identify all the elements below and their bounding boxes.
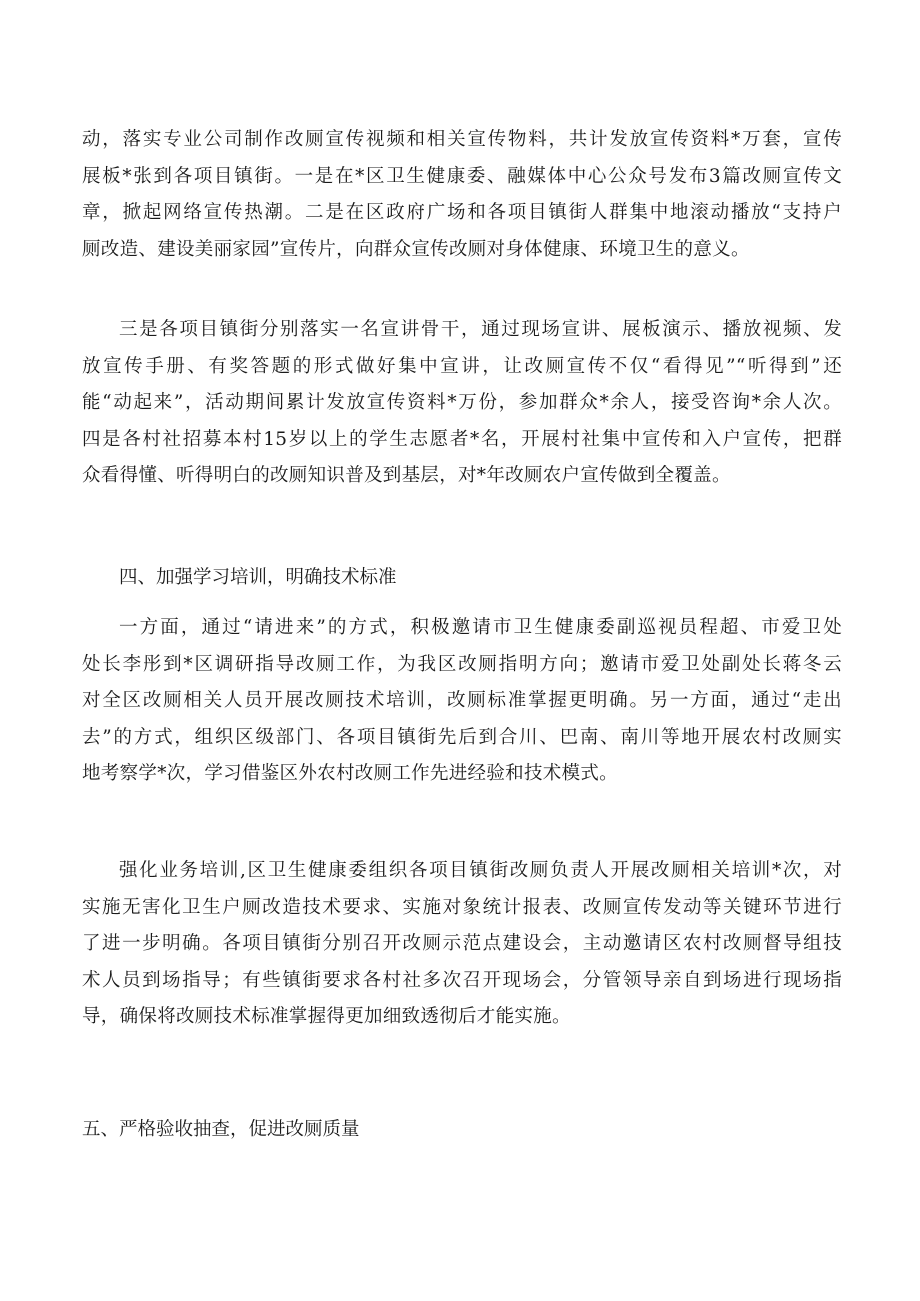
text-line: 众看得懂、听得明白的改厕知识普及到基层，对*年改厕农户宣传做到全覆盖。 [82, 465, 731, 486]
text-line: 实施无害化卫生户厕改造技术要求、实施对象统计报表、改厕宣传发动等关键环节进行 [82, 896, 842, 918]
paragraph-business-training [82, 853, 842, 1036]
text-line: 展板*张到各项目镇街。一是在*区卫生健康委、融媒体中心公众号发布3篇改厕宣传文 [82, 165, 842, 187]
text-line: 章，掀起网络宣传热潮。二是在区政府广场和各项目镇街人群集中地滚动播放“支持户 [82, 202, 842, 223]
text-line: 一方面，通过“请进来”的方式，积极邀请市卫生健康委副巡视员程超、市爱卫处 [119, 617, 842, 638]
text-line: 强化业务培训,区卫生健康委组织各项目镇街改厕负责人开展改厕相关培训*次，对 [119, 860, 842, 881]
text-line: 地考察学*次，学习借鉴区外农村改厕工作先进经验和技术模式。 [82, 763, 618, 784]
section-heading-4: 四、加强学习培训，明确技术标准 [119, 567, 397, 588]
paragraph-village-volunteers [82, 312, 842, 495]
text-line: 放宣传手册、有奖答题的形式做好集中宣讲，让改厕宣传不仅“看得见”“听得到”还 [82, 355, 842, 377]
text-line: 导，确保将改厕技术标准掌握得更加细致透彻后才能实施。 [82, 1006, 571, 1027]
text-line: 对全区改厕相关人员开展改厕技术培训，改厕标准掌握更明确。另一方面，通过“走出 [82, 690, 842, 711]
text-line: 了进一步明确。各项目镇街分别召开改厕示范点建设会，主动邀请区农村改厕督导组技 [82, 933, 842, 954]
text-line: 处长李彤到*区调研指导改厕工作，为我区改厕指明方向；邀请市爱卫处副处长蒋冬云 [82, 653, 842, 675]
text-line: 三是各项目镇街分别落实一名宣讲骨干，通过现场宣讲、展板演示、播放视频、发 [119, 319, 842, 340]
text-line: 术人员到场指导；有些镇街要求各村社多次召开现场会，分管领导亲自到场进行现场指 [82, 969, 842, 991]
text-line: 动，落实专业公司制作改厕宣传视频和相关宣传物料，共计发放宣传资料*万套，宣传 [82, 129, 842, 150]
paragraph-publicity-materials [82, 122, 842, 268]
text-line: 厕改造、建设美丽家园”宣传片，向群众宣传改厕对身体健康、环境卫生的意义。 [82, 238, 750, 260]
text-line: 能“动起来”，活动期间累计发放宣传资料*万份，参加群众*余人，接受咨询*余人次。 [82, 392, 842, 413]
paragraph-invite-and-visit [82, 610, 842, 793]
text-line: 四是各村社招募本村15岁以上的学生志愿者*名，开展村社集中宣传和入户宣传，把群 [82, 428, 842, 450]
section-heading-5: 五、严格验收抽查，促进改厕质量 [82, 1119, 360, 1140]
text-line: 去”的方式，组织区级部门、各项目镇街先后到合川、巴南、南川等地开展农村改厕实 [82, 726, 842, 748]
